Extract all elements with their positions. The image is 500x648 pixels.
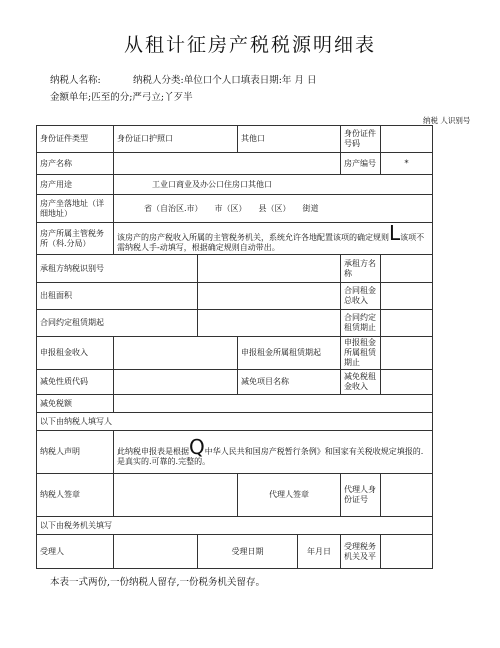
- section-taxpayer-header: 以下由纳税人填写人: [37, 413, 433, 431]
- taxpayer-name-label: 纳税人名称:: [50, 75, 101, 86]
- receiving-office-label: 受理税务机关及平: [341, 535, 381, 569]
- contract-start-label: 合同约定租赁期起: [37, 310, 198, 337]
- page-title: 从租计征房产税税源明细表: [123, 34, 376, 56]
- amount-unit-line: 金额单年;匹至的分;严弓立;丫歹半: [50, 92, 193, 103]
- authority-text-2: 该项不需纳税人手-动填写，根据确定规则自动带出。: [117, 233, 425, 252]
- agent-sign-label: 代理人签章: [238, 474, 341, 517]
- authority-note: [114, 223, 433, 255]
- declared-rent-field[interactable]: [114, 337, 238, 370]
- property-name-label: 房产名称: [37, 153, 114, 175]
- agent-id-field[interactable]: [381, 474, 433, 517]
- id-type-options[interactable]: [114, 126, 238, 153]
- id-type-label: 身份证件类型: [37, 126, 114, 153]
- rent-area-field[interactable]: [198, 283, 341, 310]
- exempt-rent-label: 减免税租金收入: [341, 370, 381, 395]
- rent-period-end-field[interactable]: [381, 337, 433, 370]
- contract-start-field[interactable]: [198, 310, 341, 337]
- usage-options[interactable]: [114, 175, 433, 195]
- receiving-office-field[interactable]: [381, 535, 433, 569]
- id-number-field[interactable]: [381, 126, 433, 153]
- usage-options-text: 工业口商业及办公口住房口其他口: [152, 179, 272, 189]
- contract-rent-label: 合同租金总收入: [341, 283, 381, 310]
- exempt-amount-field[interactable]: [114, 395, 433, 413]
- footer-note: 本表一式两份,一份纳税人留存,一份税务机关留存。: [50, 577, 266, 588]
- receiver-label: 受理人: [37, 535, 114, 569]
- taxpayer-sign-field[interactable]: [114, 474, 238, 517]
- declaration-text: [114, 431, 433, 474]
- property-no-field[interactable]: [381, 153, 433, 175]
- exempt-item-label: 减免项目名称: [238, 370, 341, 395]
- lessee-id-label: 承租方纳税识别号: [37, 255, 198, 283]
- taxpayer-sign-label: 纳税人签章: [37, 474, 114, 517]
- id-options-text: 身份证口护照口: [117, 134, 173, 143]
- id-type-other[interactable]: [238, 126, 341, 153]
- property-name-field[interactable]: [114, 153, 341, 175]
- decl-big-glyph: Q: [189, 434, 205, 459]
- authority-text-1: 该房产的房产税收入所属的主管税务机关，系统允许各地配置该项的确定规则: [117, 233, 389, 242]
- exempt-code-label: 减免性质代码: [37, 370, 114, 395]
- contract-end-label: 合同约定租赁期止: [341, 310, 381, 337]
- lessee-id-field[interactable]: [198, 255, 341, 283]
- rent-period-start-label: 申报租金所属租赁期起: [238, 337, 341, 370]
- lessee-name-label: 承租方名称: [341, 255, 381, 283]
- authority-label: 房产所属主管税务所（科.分局）: [37, 223, 114, 255]
- rent-period-end-label: 申报租金所属租赁期止: [341, 337, 381, 370]
- address-label: 房产坐落地址（详细地址）: [37, 195, 114, 223]
- contract-rent-field[interactable]: [381, 283, 433, 310]
- property-no-label: 房产编号: [341, 153, 381, 175]
- usage-label: 房产用途: [37, 175, 114, 195]
- address-field[interactable]: [114, 195, 433, 223]
- declared-rent-label: 申报租金收入: [37, 337, 114, 370]
- taxpayer-category-line: 纳税人分类:单位口个人口填表日期:年 月 日: [133, 75, 317, 86]
- address-parts-text: 省（自治区.市） 市（区） 县（区） 街道: [144, 203, 319, 213]
- other-option-text: 其他口: [241, 134, 265, 143]
- required-star: *: [404, 158, 409, 168]
- exempt-code-field[interactable]: [114, 370, 238, 395]
- rent-area-label: 出租面积: [37, 283, 198, 310]
- receive-date-label: 受理日期: [198, 535, 298, 569]
- decl-text-1: 此纳税申报表是根据: [117, 446, 189, 456]
- agent-id-label: 代理人身份证号: [341, 474, 381, 517]
- receiver-field[interactable]: [114, 535, 198, 569]
- lessee-name-field[interactable]: [381, 255, 433, 283]
- exempt-rent-field[interactable]: [381, 370, 433, 395]
- receive-date-ymd[interactable]: 年月日: [298, 535, 341, 569]
- declaration-label: 纳税人声明: [37, 431, 114, 474]
- decl-text-2: 中华人民共和国房产税暂行条例》和国家有关税收规定填报的.是真实的.可靠的.完整的。: [117, 446, 424, 466]
- section-tax-office-header: 以下由税务机关填写: [37, 517, 433, 535]
- taxpayer-id-label: 纳税 人识别号: [423, 116, 471, 125]
- contract-end-field[interactable]: [381, 310, 433, 337]
- exempt-amount-label: 减免税额: [37, 395, 114, 413]
- id-number-label: 身份证件号码: [341, 126, 381, 153]
- tax-source-form: [36, 125, 433, 569]
- authority-big-glyph: L: [389, 221, 401, 245]
